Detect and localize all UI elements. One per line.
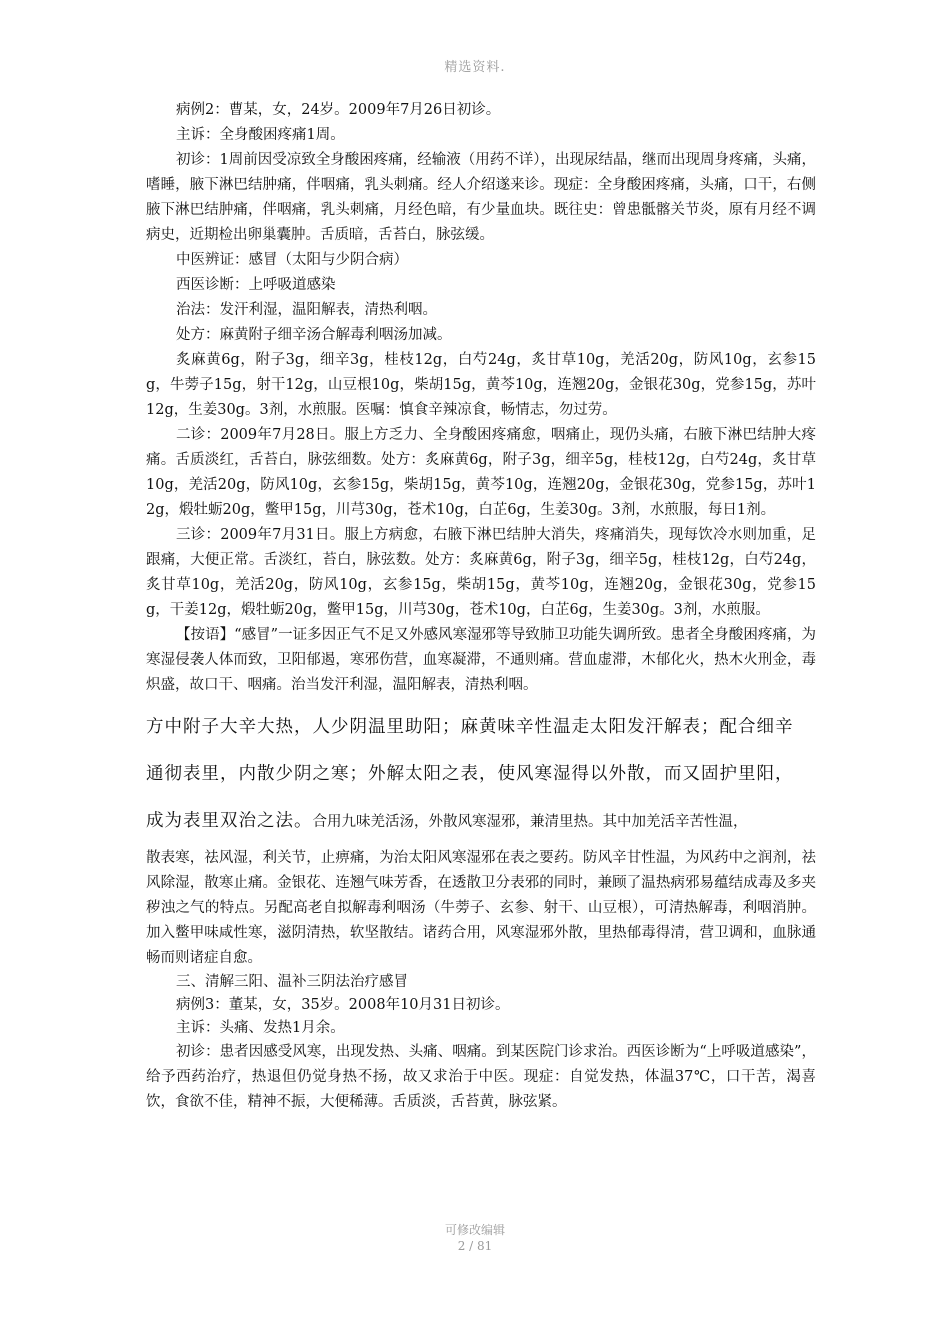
third-visit: 三诊：2009年7月31日。服上方病愈，右腋下淋巴结肿大消失，疼痛消失，现每饮冷水则加重，足跟痛，大便正常。舌淡红，苔白，脉弦数。处方：炙麻黄6g，附子3g，细辛5g，桂枝12g，白芍24g，炙甘草10g，羌活20g，防风10g，玄参15g，柴胡15g，黄芩10g，连翘20g，金银花30g，党参15g，干姜12g，煅牡蛎20g，鳖甲15g，川芎30g，苍术10g，白芷6g，生姜30g。3剂，水煎服。: [146, 527, 816, 618]
case-title: 病例2：曹某，女，24岁。2009年7月26日初诊。: [176, 102, 501, 118]
document-body: [146, 98, 816, 1115]
treatment-method: 治法：发汗利湿，温阳解表，清热利咽。: [176, 302, 437, 318]
prescription-title: 处方：麻黄附子细辛汤合解毒利咽汤加减。: [176, 327, 452, 343]
first-visit: 初诊：1周前因受凉致全身酸困疼痛，经输液（用药不详），出现尿结晶，继而出现周身疼痛，头痛，嗜睡，腋下淋巴结肿痛，伴咽痛，乳头刺痛。经人介绍遂来诊。现症：全身酸困疼痛，头痛，口干，右侧腋下淋巴结肿痛，伴咽痛，乳头刺痛，月经色暗，有少量血块。既往史：曾患骶髂关节炎，原有月经不调病史，近期检出卵巢囊肿。舌质暗，舌苔白，脉弦缓。: [146, 152, 816, 243]
prescription-detail: 炙麻黄6g，附子3g，细辛3g，桂枝12g，白芍24g，炙甘草10g，羌活20g，防风10g，玄参15g，牛蒡子15g，射干12g，山豆根10g，柴胡15g，黄芩10g，连翘20g，金银花30g，党参15g，苏叶12g，生姜30g。3剂，水煎服。医嘱：慎食辛辣凉食，畅情志，勿过劳。: [146, 352, 816, 418]
page-number: 2 / 81: [457, 1239, 493, 1253]
case-3-complaint: 主诉：头痛、发热1月余。: [176, 1020, 345, 1036]
chief-complaint: 主诉：全身酸困疼痛1周。: [176, 127, 345, 143]
mixed-small-part: 合用九味羌活汤，外散风寒湿邪，兼清里热。其中加羌活辛苦性温，: [312, 814, 748, 830]
tcm-diagnosis: 中医辨证：感冒（太阳与少阴合病）: [176, 252, 408, 268]
section-heading: 三、清解三阳、温补三阴法治疗感冒: [176, 974, 408, 990]
commentary: 【按语】“感冒”一证多因正气不足又外感风寒湿邪等导致肺卫功能失调所致。患者全身酸困疼痛，为寒湿侵袭人体而致，卫阳郁遏，寒邪伤营，血寒凝滞，不通则痛。营血虚滞，木郁化火，热木火刑金，毒炽盛，故口干、咽痛。治当发汗利湿，温阳解表，清热利咽。: [146, 627, 816, 693]
case-3-first-visit: 初诊：患者因感受风寒，出现发热、头痛、咽痛。到某医院门诊求治。西医诊断为“上呼吸道感染”，给予西药治疗，热退但仍觉身热不扬，故又求治于中医。现症：自觉发热，体温37℃，口干苦，渴喜饮，食欲不佳，精神不振，大便稀薄。舌质淡，舌苔黄，脉弦紧。: [146, 1044, 816, 1110]
case-3-title: 病例3：董某，女，35岁。2008年10月31日初诊。: [176, 997, 510, 1013]
commentary-large-line-1: 方中附子大辛大热，人少阴温里助阳；麻黄味辛性温走太阳发汗解表；配合细辛: [146, 717, 794, 737]
western-diagnosis: 西医诊断：上呼吸道感染: [176, 277, 336, 293]
page-footer: [0, 1222, 950, 1254]
page-header-watermark: 精选资料.: [444, 60, 506, 75]
commentary-continuation: 散表寒，祛风湿，利关节，止痹痛，为治太阳风寒湿邪在表之要药。防风辛甘性温，为风药中之润剂，祛风除湿，散寒止痛。金银花、连翘气味芳香，在透散卫分表邪的同时，兼顾了温热病邪易蕴结成毒及多夹秽浊之气的特点。另配高老自拟解毒利咽汤（牛蒡子、玄参、射干、山豆根），可清热解毒，利咽消肿。加入鳖甲味咸性寒，滋阴清热，软坚散结。诸药合用，风寒湿邪外散，里热郁毒得清，营卫调和，血脉通畅而则诸症自愈。: [146, 850, 816, 966]
mixed-large-part: 成为表里双治之法。: [146, 811, 313, 831]
second-visit: 二诊：2009年7月28日。服上方乏力、全身酸困疼痛愈，咽痛止，现仍头痛，右腋下淋巴结肿大疼痛。舌质淡红，舌苔白，脉弦细数。处方：炙麻黄6g，附子3g，细辛5g，桂枝12g，白芍24g，炙甘草10g，羌活20g，防风10g，玄参15g，柴胡15g，黄芩10g，连翘20g，金银花30g，党参15g，苏叶12g，煅牡蛎20g，鳖甲15g，川芎30g，苍术10g，白芷6g，生姜30g。3剂，水煎服，每日1剂。: [146, 427, 816, 518]
footer-note: 可修改编辑: [444, 1223, 505, 1237]
commentary-large-line-2: 通彻表里，内散少阴之寒；外解太阳之表，使风寒湿得以外散，而又固护里阳，: [146, 764, 794, 784]
commentary-mixed-line: [146, 798, 816, 846]
